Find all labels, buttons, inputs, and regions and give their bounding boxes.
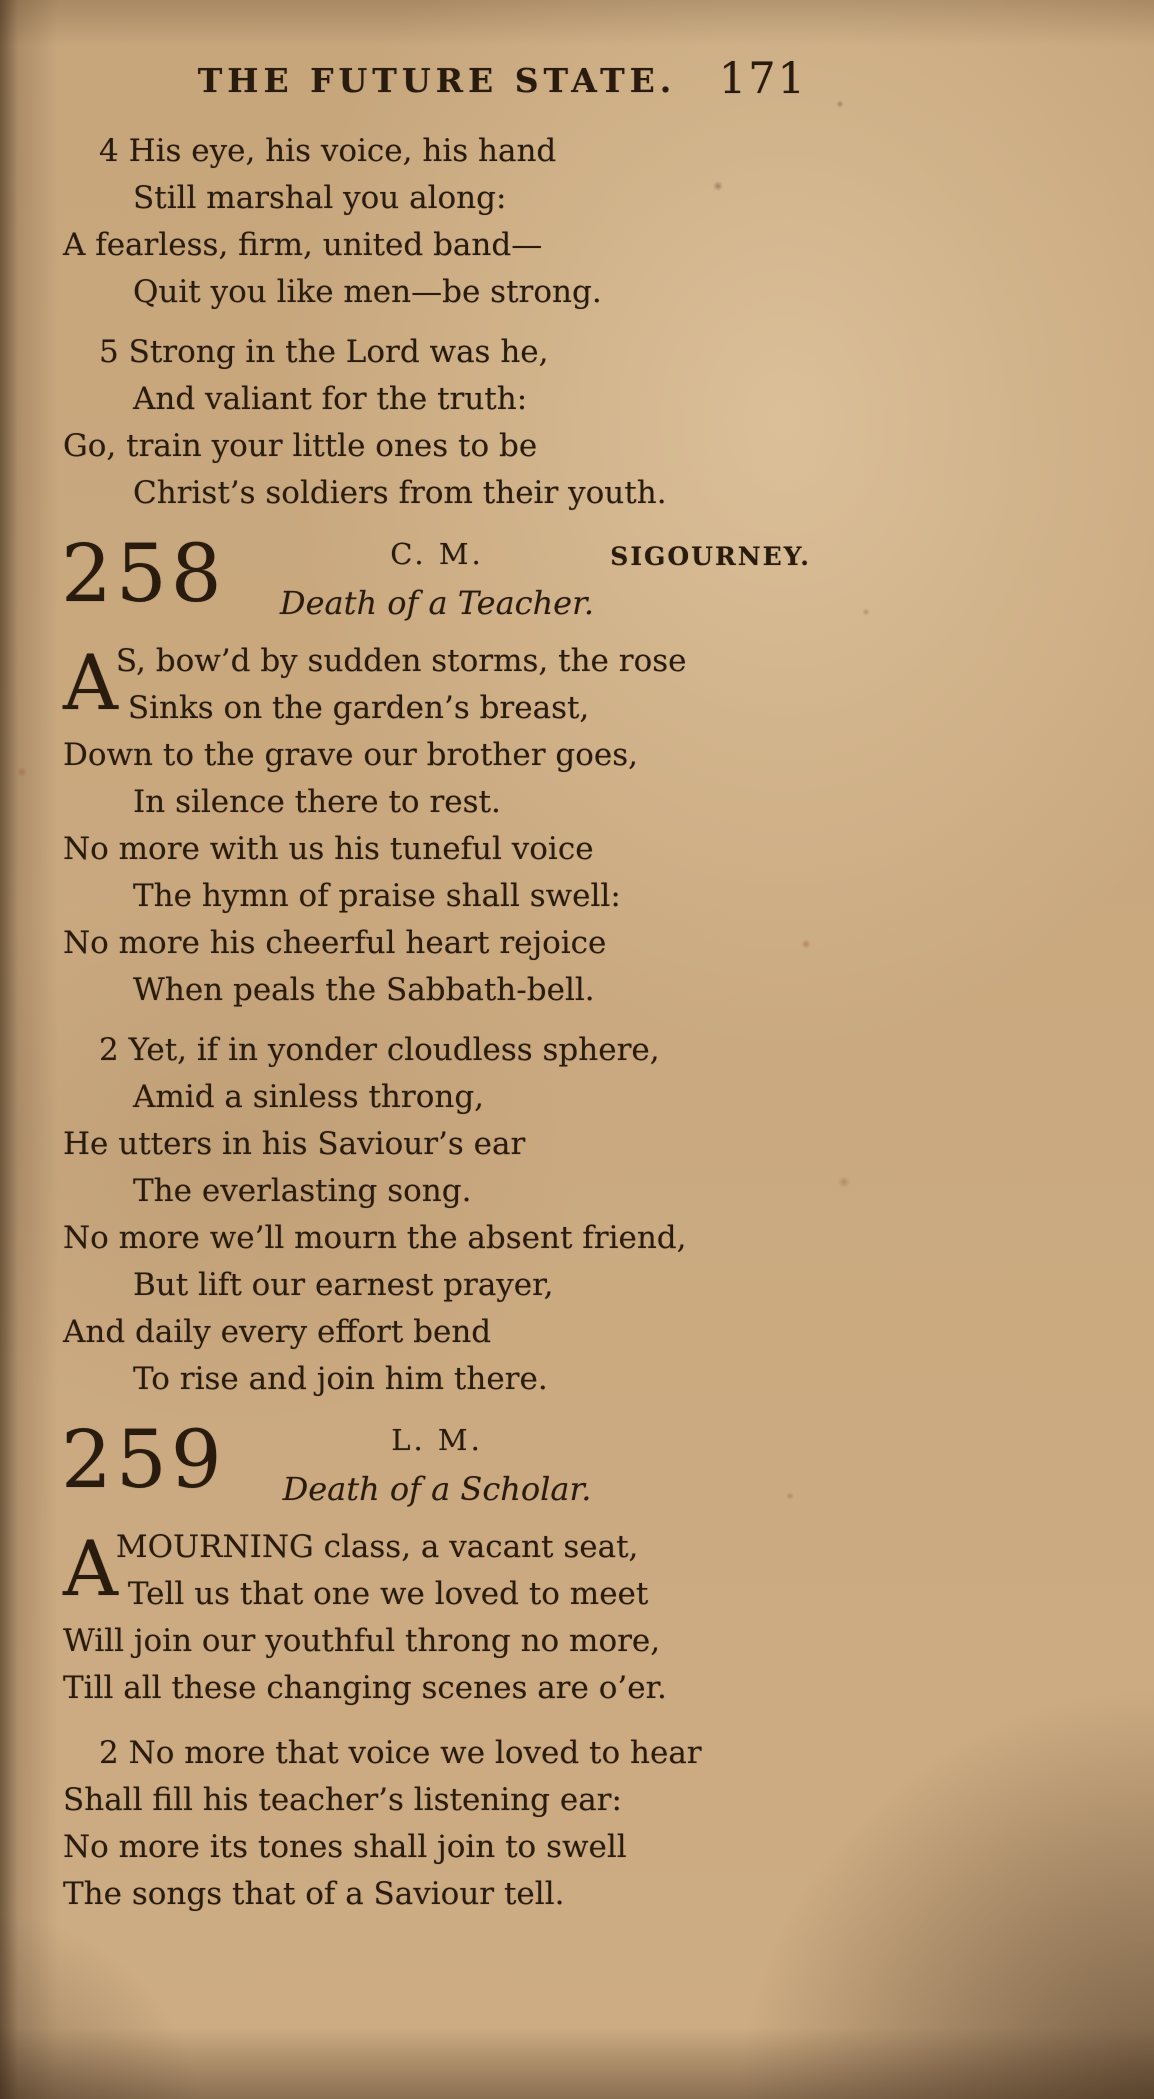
verse-line: To rise and join him there. xyxy=(133,1361,548,1397)
hymn-verse xyxy=(63,1730,811,1918)
verse-line: S, bow’d by sudden storms, the rose xyxy=(115,643,687,679)
page-number: 171 xyxy=(718,54,807,104)
hymn-title: Death of a Teacher. xyxy=(279,584,595,622)
hymn-author: SIGOURNEY. xyxy=(610,542,811,571)
running-header xyxy=(63,50,811,112)
hymn-number: 258 xyxy=(61,527,226,620)
running-header-title: THE FUTURE STATE. xyxy=(197,61,677,100)
hymn-verse xyxy=(63,1524,811,1712)
verse-line: He utters in his Saviour’s ear xyxy=(63,1126,526,1162)
verse-line: Will join our youthful throng no more, xyxy=(63,1623,661,1659)
hymn-verse xyxy=(63,638,811,1014)
verse-line: MOURNING class, a vacant seat, xyxy=(115,1529,639,1565)
verse-line: No more its tones shall join to swell xyxy=(63,1829,627,1865)
verse-line: 5 Strong in the Lord was he, xyxy=(99,334,549,370)
hymn-259-heading xyxy=(61,1413,811,1518)
verse-line: But lift our earnest prayer, xyxy=(133,1267,554,1303)
verse-line: Christ’s soldiers from their youth. xyxy=(133,475,667,511)
verse-line: Amid a sinless throng, xyxy=(133,1079,485,1115)
verse-line: Tell us that one we loved to meet xyxy=(127,1576,649,1612)
verse-line: The songs that of a Saviour tell. xyxy=(63,1876,565,1912)
verse-line: Sinks on the garden’s breast, xyxy=(127,690,590,726)
verse-line: Quit you like men—be strong. xyxy=(133,274,602,310)
verse-line: The everlasting song. xyxy=(133,1173,472,1209)
hymn-258-heading xyxy=(61,527,811,632)
verse-line: Still marshal you along: xyxy=(133,180,507,216)
verse-line: 2 Yet, if in yonder cloudless sphere, xyxy=(99,1032,660,1068)
hymn-meter: C. M. xyxy=(390,537,484,571)
hymn-verse xyxy=(63,1027,811,1403)
verse-line: The hymn of praise shall swell: xyxy=(133,878,621,914)
verse-line: And daily every effort bend xyxy=(63,1314,492,1350)
hymn-number: 259 xyxy=(61,1413,226,1506)
verse-line: In silence there to rest. xyxy=(133,784,501,820)
hymn-meter: L. M. xyxy=(391,1423,483,1457)
verse-line: No more we’ll mourn the absent friend, xyxy=(63,1220,687,1256)
verse-line: A fearless, firm, united band— xyxy=(63,227,543,263)
hymn-title: Death of a Scholar. xyxy=(282,1470,592,1508)
drop-cap: A xyxy=(63,638,118,727)
page-content xyxy=(63,50,811,1931)
verse-line: Shall fill his teacher’s listening ear: xyxy=(63,1782,622,1818)
verse-line: 2 No more that voice we loved to hear xyxy=(99,1735,702,1771)
verse-line: No more with us his tuneful voice xyxy=(63,831,594,867)
verse-line: 4 His eye, his voice, his hand xyxy=(99,133,557,169)
drop-cap: A xyxy=(63,1524,118,1613)
verse-line: And valiant for the truth: xyxy=(133,381,528,417)
verse-line: Down to the grave our brother goes, xyxy=(63,737,639,773)
hymn-verse xyxy=(63,128,811,316)
verse-line: No more his cheerful heart rejoice xyxy=(63,925,607,961)
verse-line: When peals the Sabbath-bell. xyxy=(133,972,595,1008)
verse-line: Till all these changing scenes are o’er. xyxy=(63,1670,667,1706)
verse-line: Go, train your little ones to be xyxy=(63,428,538,464)
hymn-verse xyxy=(63,329,811,517)
